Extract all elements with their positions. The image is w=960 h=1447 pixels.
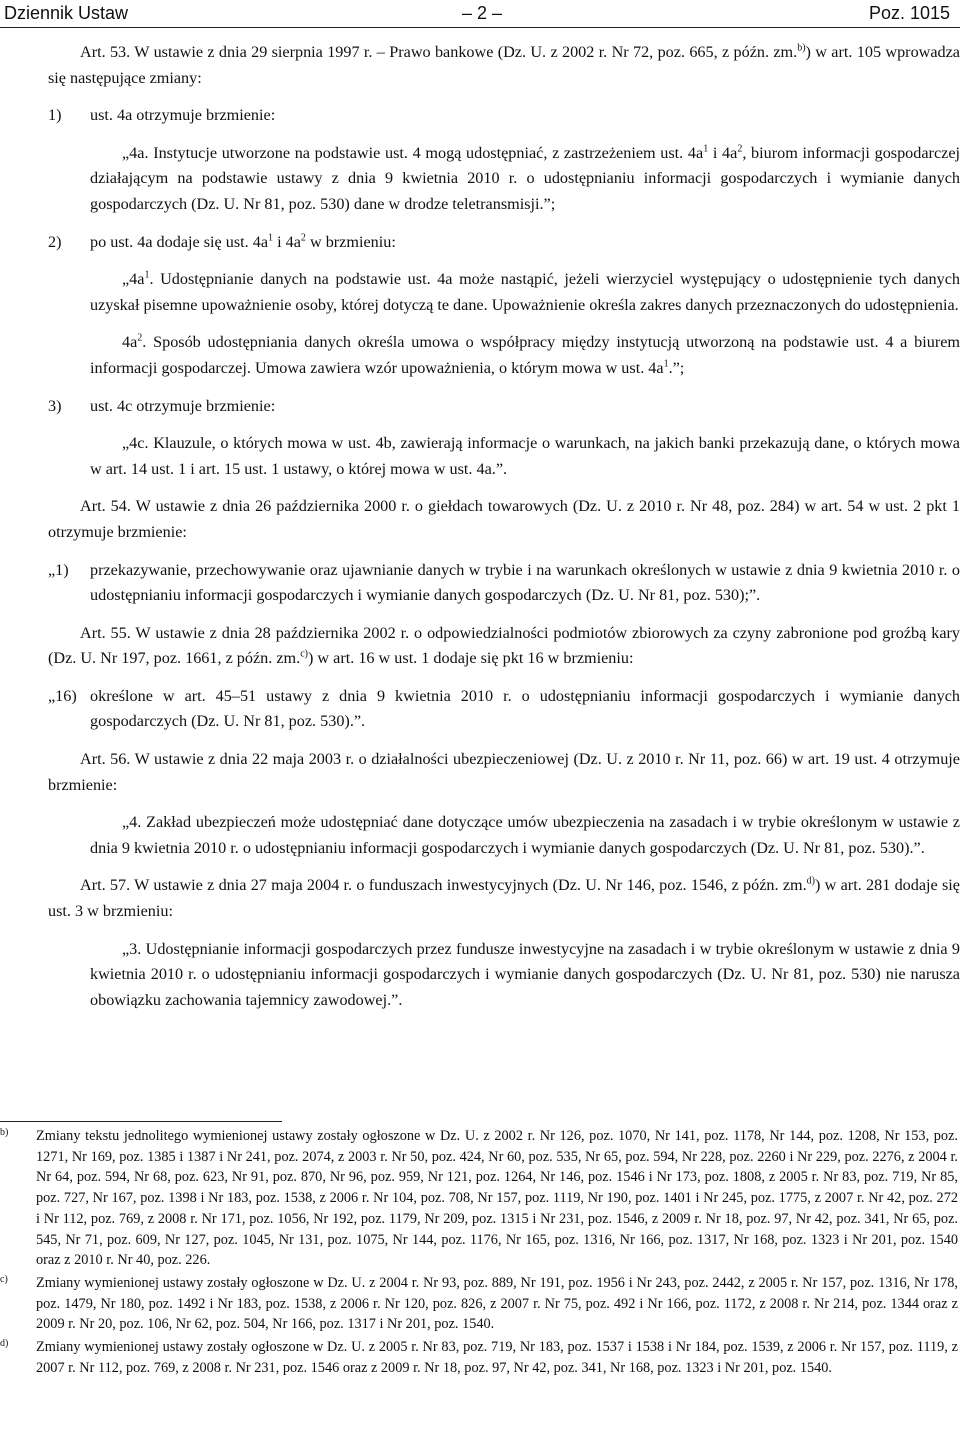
footnote-ref-b[interactable]: b) (797, 42, 806, 54)
art-53-intro: Art. 53. W ustawie z dnia 29 sierpnia 1997 r. – Prawo bankowe (Dz. U. z 2002 r. Nr 72, poz. 665, z późn. zm.$^{b)}$) w art. 105 wprowadza się następujące zmiany: (48, 42, 960, 87)
art-53-quote-4c: „4c. Klauzule, o których mowa w ust. 4b, zawierają informacje o warunkach, na jakich banki przekazują dane, o których mowa w art. 14 ust. 1 i art. 15 ust. 1 ustawy, o której mowa w ust. 4a.”. (90, 434, 960, 478)
art-53-item-1: 1) ust. 4a otrzymuje brzmienie: (48, 106, 276, 125)
footnotes (0, 1126, 960, 1380)
art-53-quote-4a: „4a. Instytucje utworzone na podstawie ust. 4 mogą udostępniać, z zastrzeżeniem ust. $4a^1$ i $4a^2$, biurom informacji gospodarczej działającym na podstawie ustawy z dnia 9 kwietnia 2010 r. o udostępnianiu informacji gospodarczych i wymianie danych gospodarczych (Dz. U. Nr 81, poz. 530) dane w drodze teletransmisji.”; (90, 143, 960, 213)
footnote-d (0, 1337, 960, 1378)
footnote-mark: c) (0, 1273, 8, 1285)
footnote-b (0, 1126, 960, 1271)
footnote-ref-c[interactable]: c) (300, 648, 308, 660)
art-57-intro: Art. 57. W ustawie z dnia 27 maja 2004 r. o funduszach inwestycyjnych (Dz. U. Nr 146, poz. 1546, z późn. zm.$^{d)}$) w art. 281 dodaje się ust. 3 w brzmieniu: (48, 876, 960, 921)
art-54-intro: Art. 54. W ustawie z dnia 26 października 2000 r. o giełdach towarowych (Dz. U. z 2010 r. Nr 48, poz. 284) w art. 54 w ust. 2 pkt 1 otrzymuje brzmienie: (48, 497, 960, 541)
footnote-text: Zmiany wymienionej ustawy zostały ogłoszone w Dz. U. z 2004 r. Nr 93, poz. 889, Nr 191, poz. 1956 i Nr 243, poz. 2442, z 2005 r. Nr 157, poz. 1316, Nr 178, poz. 1479, Nr 180, poz. 1492 i Nr 183, poz. 1538, z 2006 r. Nr 120, poz. 826, z 2007 r. Nr 75, poz. 492 i Nr 166, poz. 1172, z 2008 r. Nr 214, poz. 1344 oraz z 2009 r. Nr 20, poz. 106, Nr 62, poz. 504, Nr 166, poz. 1317 i Nr 201, poz. 1540. (36, 1274, 958, 1333)
page-header (0, 3, 960, 27)
art-54-quote: „1) przekazywanie, przechowywanie oraz ujawnianie danych w trybie i na warunkach określonych w ustawie z dnia 9 kwietnia 2010 r. o udostępnianiu informacji gospodarczych i wymianie danych gospodarczych (Dz. U. Nr 81, poz. 530);”. (48, 560, 960, 605)
position-number: Poz. 1015 (868, 3, 950, 23)
footnote-text: Zmiany wymienionej ustawy zostały ogłoszone w Dz. U. z 2005 r. Nr 83, poz. 719, Nr 183, poz. 1537 i 1538 i Nr 184, poz. 1539, z 2006 r. Nr 157, poz. 1119, z 2007 r. Nr 112, poz. 769, z 2008 r. Nr 231, poz. 1546 oraz z 2009 r. Nr 18, poz. 97, Nr 42, poz. 341, Nr 168, poz. 1323 i Nr 201, poz. 1540. (36, 1339, 958, 1376)
footnote-rule (0, 1121, 282, 1122)
art-53-quote-4a1: $„4a^1$. Udostępnianie danych na podstawie ust. 4a może nastąpić, jeżeli wierzyciel występujący o udostępnienie tych danych uzyskał pisemne upoważnienie osoby, której dotyczą te dane. Upoważnienie określa zakres danych przeznaczonych do udostępnienia. (90, 269, 960, 314)
art-55-intro: Art. 55. W ustawie z dnia 28 października 2002 r. o odpowiedzialności podmiotów zbiorowych za czyny zabronione pod groźbą kary (Dz. U. Nr 197, poz. 1661, z późn. zm.$^{c)}$) w art. 16 w ust. 1 dodaje się pkt 16 w brzmieniu: (48, 623, 960, 668)
art-57-quote: „3. Udostępnianie informacji gospodarczych przez fundusze inwestycyjne na zasadach i w trybie określonym w ustawie z dnia 9 kwietnia 2010 r. o udostępnianiu informacji gospodarczych i wymianie danych gospodarczych (Dz. U. Nr 81, poz. 530) nie narusza obowiązku zachowania tajemnicy zawodowej.”. (90, 939, 960, 1009)
document-body (48, 40, 960, 1025)
art-53-item-3: 3) ust. 4c otrzymuje brzmienie: (48, 396, 276, 415)
art-56-intro: Art. 56. W ustawie z dnia 22 maja 2003 r. o działalności ubezpieczeniowej (Dz. U. z 2010 r. Nr 11, poz. 66) w art. 19 ust. 4 otrzymuje brzmienie: (48, 750, 960, 794)
art-53-quote-4a2: $4a^2$. Sposób udostępniania danych określa umowa o współpracy między instytucją utworzoną na podstawie ust. 4 a biurem informacji gospodarczej. Umowa zawiera wzór upoważnienia, o którym mowa w ust. $4a^1$.”; (90, 332, 960, 377)
header-rule (0, 27, 960, 28)
art-55-quote: „16) określone w art. 45–51 ustawy z dnia 9 kwietnia 2010 r. o udostępnianiu informacji gospodarczych i wymianie danych gospodarczych (Dz. U. Nr 81, poz. 530).”. (48, 686, 960, 731)
footnote-text: Zmiany tekstu jednolitego wymienionej ustawy zostały ogłoszone w Dz. U. z 2002 r. Nr 126, poz. 1070, Nr 141, poz. 1178, Nr 144, poz. 1208, Nr 153, poz. 1271, Nr 169, poz. 1385 i 1387 i Nr 241, poz. 2074, z 2003 r. Nr 50, poz. 424, Nr 60, poz. 535, Nr 65, poz. 594, Nr 228, poz. 2260 i Nr 229, poz. 2276, z 2004 r. Nr 64, poz. 594, Nr 68, poz. 623, Nr 91, poz. 870, Nr 96, poz. 959, Nr 121, poz. 1264, Nr 146, poz. 1546 i Nr 173, poz. 1808, z 2005 r. Nr 83, poz. 719, Nr 85, poz. 727, Nr 167, poz. 1398 i Nr 183, poz. 1538, z 2006 r. Nr 104, poz. 708, Nr 157, poz. 1119, Nr 190, poz. 1401 i Nr 245, poz. 1775, z 2007 r. Nr 42, poz. 272 i Nr 112, poz. 769, z 2008 r. Nr 171, poz. 1056, Nr 192, poz. 1179, Nr 209, poz. 1315 i Nr 231, poz. 1546, z 2009 r. Nr 18, poz. 97, Nr 42, poz. 341, Nr 65, poz. 545, Nr 71, poz. 609, Nr 127, poz. 1045, Nr 131, poz. 1075, Nr 144, poz. 1176, Nr 165, poz. 1316, Nr 166, poz. 1317, Nr 168, poz. 1323 i Nr 201, poz. 1540 oraz z 2010 r. Nr 40, poz. 226. (36, 1128, 958, 1269)
art-53-item-2: 2) po ust. 4a dodaje się ust. $4a^1$ i $4a^2$ w brzmieniu: (48, 232, 396, 251)
art-56-quote: „4. Zakład ubezpieczeń może udostępniać dane dotyczące umów ubezpieczenia na zasadach i w trybie określonym w ustawie z dnia 9 kwietnia 2010 r. o udostępnianiu informacji gospodarczych i wymianie danych gospodarczych (Dz. U. Nr 81, poz. 530).”. (90, 813, 960, 857)
footnote-mark: d) (0, 1338, 9, 1350)
page-number: – 2 – (462, 3, 503, 23)
footnote-mark: b) (0, 1127, 9, 1138)
footnote-ref-d[interactable]: d) (806, 876, 815, 888)
journal-title: Dziennik Ustaw (4, 3, 129, 23)
footnote-c (0, 1273, 960, 1335)
